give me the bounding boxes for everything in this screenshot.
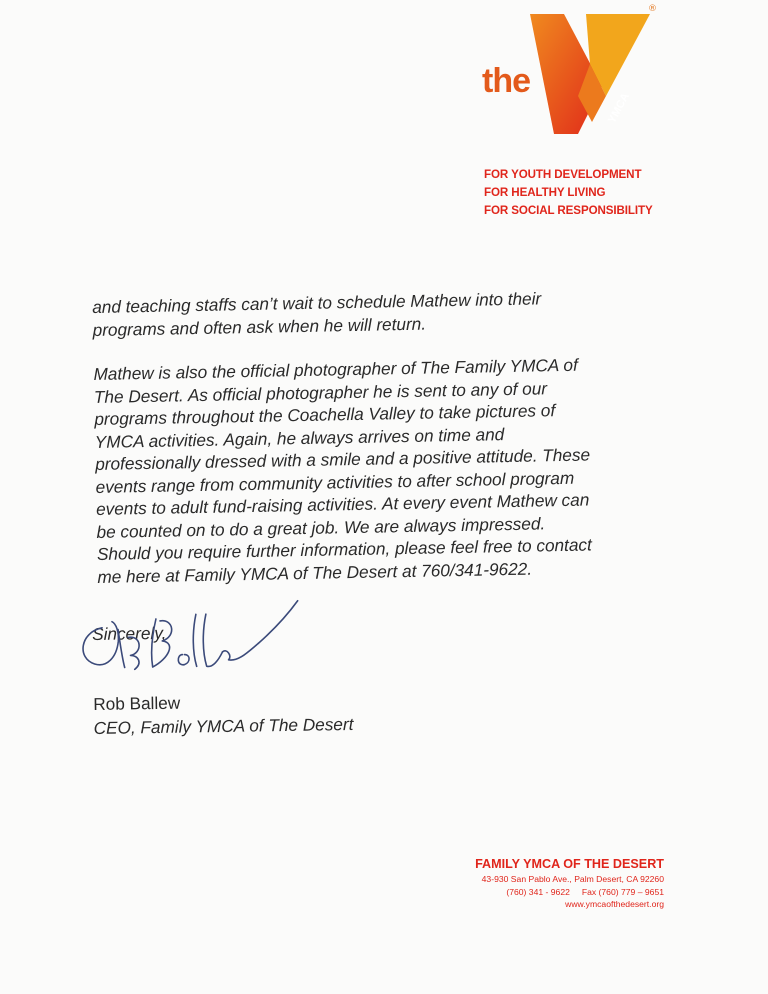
footer-org-name: FAMILY YMCA OF THE DESERT	[475, 857, 664, 871]
signer-name: Rob Ballew	[93, 692, 181, 714]
logo-vertical-ymca	[478, 0, 668, 142]
text-line: Should you require further information, please feel free to contact	[96, 534, 592, 564]
signer-title: CEO, Family YMCA of The Desert	[93, 713, 354, 738]
letterhead-footer	[475, 856, 664, 911]
logo-word: the	[482, 62, 530, 100]
footer-website: www.ymcaofthedesert.org	[565, 899, 664, 909]
text-line: The Desert. As official photographer he is sent to any of our	[93, 377, 548, 407]
text-line: YMCA activities. Again, he always arrives on time and	[94, 423, 505, 452]
tagline-youth: FOR YOUTH DEVELOPMENT	[484, 168, 642, 181]
text-line: programs and often ask when he will return.	[92, 313, 427, 340]
text-line: events to adult fund-raising activities. At every event Mathew can	[95, 489, 590, 519]
svg-text:YMCA: YMCA	[606, 91, 632, 126]
tagline-block	[484, 166, 653, 220]
handwritten-signature	[72, 595, 313, 689]
text-line: Mathew is also the official photographer of The Family YMCA of	[93, 354, 578, 384]
text-line: events range from community activities to after school program	[95, 467, 575, 497]
letter-closing	[92, 619, 422, 738]
tagline-healthy: FOR HEALTHY LIVING	[484, 186, 606, 199]
footer-phones: (760) 341 - 9622 Fax (760) 779 – 9651	[506, 886, 664, 897]
text-line: and teaching staffs can’t wait to schedule Mathew into their	[92, 288, 542, 317]
footer-address: 43-930 San Pablo Ave., Palm Desert, CA 92260	[481, 874, 664, 884]
closing-salutation: Sincerely,	[92, 622, 167, 644]
text-line: professionally dressed with a smile and a positive attitude. These	[95, 444, 591, 474]
ymca-logo	[478, 0, 668, 142]
letter-body	[92, 284, 738, 610]
paragraph-2	[93, 351, 737, 588]
text-line: me here at Family YMCA of The Desert at 760/341-9622.	[97, 558, 533, 587]
text-line: be counted on to do a great job. We are always impressed.	[96, 512, 546, 542]
text-line: programs throughout the Coachella Valley to take pictures of	[94, 400, 556, 429]
registered-mark: ®	[648, 4, 657, 14]
tagline-social: FOR SOCIAL RESPONSIBILITY	[484, 204, 653, 217]
paragraph-1	[92, 284, 733, 341]
